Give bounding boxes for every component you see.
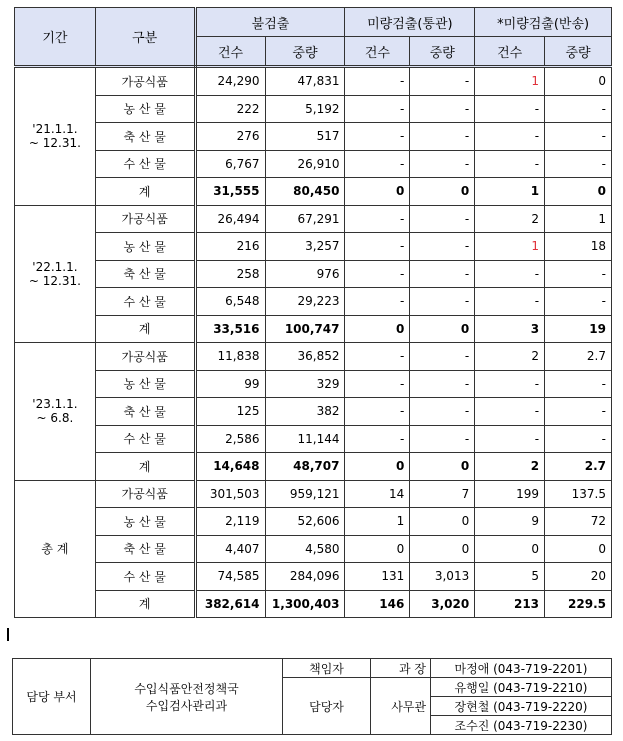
value-cell: 0 bbox=[410, 453, 475, 481]
value-cell: 199 bbox=[475, 480, 545, 508]
dept-label: 담당 부서 bbox=[13, 659, 91, 735]
value-cell: 20 bbox=[545, 563, 612, 591]
value-cell: - bbox=[410, 233, 475, 261]
value-cell: 1,300,403 bbox=[265, 590, 345, 618]
value-cell: 72 bbox=[545, 508, 612, 536]
value-cell: - bbox=[345, 398, 410, 426]
table-row bbox=[15, 590, 612, 618]
table-row bbox=[15, 288, 612, 316]
value-cell: 976 bbox=[265, 260, 345, 288]
value-cell: 0 bbox=[345, 178, 410, 206]
value-cell: - bbox=[475, 150, 545, 178]
category-cell: 수 산 물 bbox=[95, 425, 195, 453]
value-cell: 47,831 bbox=[265, 67, 345, 96]
value-cell: - bbox=[545, 425, 612, 453]
value-cell: - bbox=[410, 288, 475, 316]
value-cell: 26,494 bbox=[195, 205, 265, 233]
category-cell: 계 bbox=[95, 315, 195, 343]
value-cell: 0 bbox=[410, 315, 475, 343]
dept-name: 수입식품안전정책국 수입검사관리과 bbox=[91, 659, 283, 735]
value-cell: 1 bbox=[345, 508, 410, 536]
value-cell: - bbox=[475, 398, 545, 426]
value-cell: - bbox=[410, 425, 475, 453]
table-row bbox=[15, 233, 612, 261]
value-cell: 6,767 bbox=[195, 150, 265, 178]
value-cell: 213 bbox=[475, 590, 545, 618]
value-cell: - bbox=[475, 370, 545, 398]
category-cell: 농 산 물 bbox=[95, 233, 195, 261]
category-cell: 수 산 물 bbox=[95, 288, 195, 316]
chief-title: 과 장 bbox=[371, 659, 431, 678]
value-cell: 0 bbox=[345, 535, 410, 563]
value-cell: - bbox=[475, 425, 545, 453]
value-cell: - bbox=[475, 95, 545, 123]
chief-contact: 마정애 (043-719-2201) bbox=[431, 659, 612, 678]
value-cell: 67,291 bbox=[265, 205, 345, 233]
staff-contact: 조수진 (043-719-2230) bbox=[431, 716, 612, 735]
value-cell: 0 bbox=[410, 178, 475, 206]
period-cell: '21.1.1. ~ 12.31. bbox=[15, 67, 96, 206]
table-row bbox=[15, 453, 612, 481]
value-cell: 0 bbox=[545, 67, 612, 96]
value-cell: - bbox=[345, 150, 410, 178]
value-cell: 3,020 bbox=[410, 590, 475, 618]
value-cell: 11,144 bbox=[265, 425, 345, 453]
table-row bbox=[15, 150, 612, 178]
value-cell: 0 bbox=[345, 453, 410, 481]
header-count: 건수 bbox=[195, 37, 265, 67]
value-cell: 1 bbox=[545, 205, 612, 233]
table-row bbox=[15, 535, 612, 563]
table-row bbox=[15, 123, 612, 151]
value-cell: 2 bbox=[475, 453, 545, 481]
table-row bbox=[15, 398, 612, 426]
category-cell: 계 bbox=[95, 453, 195, 481]
value-cell: - bbox=[475, 260, 545, 288]
value-cell: - bbox=[410, 150, 475, 178]
category-cell: 수 산 물 bbox=[95, 150, 195, 178]
category-cell: 축 산 물 bbox=[95, 535, 195, 563]
value-cell: 1 bbox=[475, 67, 545, 96]
value-cell: 52,606 bbox=[265, 508, 345, 536]
value-cell: - bbox=[345, 205, 410, 233]
value-cell: - bbox=[545, 150, 612, 178]
value-cell: 5 bbox=[475, 563, 545, 591]
category-cell: 가공식품 bbox=[95, 343, 195, 371]
value-cell: 276 bbox=[195, 123, 265, 151]
value-cell: 74,585 bbox=[195, 563, 265, 591]
value-cell: 2,586 bbox=[195, 425, 265, 453]
category-cell: 축 산 물 bbox=[95, 398, 195, 426]
value-cell: - bbox=[345, 260, 410, 288]
table-row bbox=[15, 260, 612, 288]
inspection-results-table bbox=[14, 7, 612, 618]
value-cell: 36,852 bbox=[265, 343, 345, 371]
value-cell: 18 bbox=[545, 233, 612, 261]
value-cell: 80,450 bbox=[265, 178, 345, 206]
category-cell: 축 산 물 bbox=[95, 123, 195, 151]
category-cell: 가공식품 bbox=[95, 205, 195, 233]
value-cell: 3 bbox=[475, 315, 545, 343]
header-trace-return: *미량검출(반송) bbox=[475, 8, 612, 37]
value-cell: 100,747 bbox=[265, 315, 345, 343]
value-cell: 146 bbox=[345, 590, 410, 618]
value-cell: 29,223 bbox=[265, 288, 345, 316]
value-cell: - bbox=[345, 370, 410, 398]
value-cell: 3,257 bbox=[265, 233, 345, 261]
header-count: 건수 bbox=[345, 37, 410, 67]
staff-label: 담당자 bbox=[283, 678, 371, 735]
table-row bbox=[15, 315, 612, 343]
value-cell: 284,096 bbox=[265, 563, 345, 591]
value-cell: - bbox=[410, 370, 475, 398]
value-cell: 0 bbox=[545, 178, 612, 206]
value-cell: 0 bbox=[475, 535, 545, 563]
category-cell: 농 산 물 bbox=[95, 508, 195, 536]
table-row bbox=[15, 178, 612, 206]
value-cell: 216 bbox=[195, 233, 265, 261]
value-cell: - bbox=[545, 260, 612, 288]
header-trace-pass: 미량검출(통관) bbox=[345, 8, 475, 37]
value-cell: 2 bbox=[475, 205, 545, 233]
value-cell: 222 bbox=[195, 95, 265, 123]
value-cell: 33,516 bbox=[195, 315, 265, 343]
value-cell: 2 bbox=[475, 343, 545, 371]
contact-table bbox=[12, 658, 612, 735]
table-row bbox=[15, 343, 612, 371]
value-cell: 301,503 bbox=[195, 480, 265, 508]
header-category: 구분 bbox=[95, 8, 195, 67]
value-cell: - bbox=[345, 343, 410, 371]
value-cell: 3,013 bbox=[410, 563, 475, 591]
value-cell: - bbox=[545, 123, 612, 151]
value-cell: 7 bbox=[410, 480, 475, 508]
value-cell: - bbox=[545, 370, 612, 398]
value-cell: 959,121 bbox=[265, 480, 345, 508]
category-cell: 가공식품 bbox=[95, 67, 195, 96]
table-row bbox=[15, 205, 612, 233]
responsible-label: 책임자 bbox=[283, 659, 371, 678]
category-cell: 축 산 물 bbox=[95, 260, 195, 288]
value-cell: 26,910 bbox=[265, 150, 345, 178]
table-row bbox=[15, 425, 612, 453]
header-count: 건수 bbox=[475, 37, 545, 67]
category-cell: 계 bbox=[95, 590, 195, 618]
value-cell: 24,290 bbox=[195, 67, 265, 96]
value-cell: 0 bbox=[410, 508, 475, 536]
value-cell: - bbox=[545, 398, 612, 426]
value-cell: - bbox=[545, 95, 612, 123]
staff-contact: 유행일 (043-719-2210) bbox=[431, 678, 612, 697]
value-cell: 137.5 bbox=[545, 480, 612, 508]
category-cell: 농 산 물 bbox=[95, 370, 195, 398]
value-cell: 2,119 bbox=[195, 508, 265, 536]
period-cell: '23.1.1. ~ 6.8. bbox=[15, 343, 96, 481]
value-cell: 14 bbox=[345, 480, 410, 508]
value-cell: 0 bbox=[410, 535, 475, 563]
value-cell: 4,407 bbox=[195, 535, 265, 563]
value-cell: 2.7 bbox=[545, 343, 612, 371]
category-cell: 계 bbox=[95, 178, 195, 206]
value-cell: 258 bbox=[195, 260, 265, 288]
value-cell: - bbox=[410, 95, 475, 123]
value-cell: 131 bbox=[345, 563, 410, 591]
officer-title: 사무관 bbox=[371, 678, 431, 735]
category-cell: 가공식품 bbox=[95, 480, 195, 508]
value-cell: 6,548 bbox=[195, 288, 265, 316]
value-cell: - bbox=[410, 260, 475, 288]
value-cell: 4,580 bbox=[265, 535, 345, 563]
header-weight: 중량 bbox=[265, 37, 345, 67]
value-cell: - bbox=[345, 425, 410, 453]
value-cell: 382,614 bbox=[195, 590, 265, 618]
value-cell: - bbox=[345, 67, 410, 96]
header-weight: 중량 bbox=[545, 37, 612, 67]
category-cell: 농 산 물 bbox=[95, 95, 195, 123]
category-cell: 수 산 물 bbox=[95, 563, 195, 591]
period-cell: 총 계 bbox=[15, 480, 96, 618]
table-row bbox=[15, 563, 612, 591]
value-cell: - bbox=[345, 123, 410, 151]
value-cell: - bbox=[410, 343, 475, 371]
value-cell: 517 bbox=[265, 123, 345, 151]
header-fail: 불검출 bbox=[195, 8, 345, 37]
value-cell: 11,838 bbox=[195, 343, 265, 371]
value-cell: 0 bbox=[345, 315, 410, 343]
header-period: 기간 bbox=[15, 8, 96, 67]
value-cell: 19 bbox=[545, 315, 612, 343]
value-cell: - bbox=[410, 205, 475, 233]
table-row bbox=[15, 95, 612, 123]
value-cell: - bbox=[345, 95, 410, 123]
text-cursor bbox=[7, 628, 9, 641]
value-cell: 2.7 bbox=[545, 453, 612, 481]
value-cell: - bbox=[345, 233, 410, 261]
table-row bbox=[15, 370, 612, 398]
value-cell: 229.5 bbox=[545, 590, 612, 618]
value-cell: - bbox=[475, 123, 545, 151]
value-cell: - bbox=[410, 398, 475, 426]
value-cell: 382 bbox=[265, 398, 345, 426]
value-cell: 31,555 bbox=[195, 178, 265, 206]
table-row bbox=[15, 508, 612, 536]
table-row bbox=[15, 480, 612, 508]
value-cell: 99 bbox=[195, 370, 265, 398]
header-weight: 중량 bbox=[410, 37, 475, 67]
value-cell: - bbox=[345, 288, 410, 316]
value-cell: - bbox=[410, 67, 475, 96]
value-cell: - bbox=[475, 288, 545, 316]
period-cell: '22.1.1. ~ 12.31. bbox=[15, 205, 96, 343]
value-cell: 1 bbox=[475, 233, 545, 261]
value-cell: - bbox=[410, 123, 475, 151]
value-cell: 9 bbox=[475, 508, 545, 536]
value-cell: 14,648 bbox=[195, 453, 265, 481]
staff-contact: 장현철 (043-719-2220) bbox=[431, 697, 612, 716]
value-cell: 5,192 bbox=[265, 95, 345, 123]
value-cell: 1 bbox=[475, 178, 545, 206]
table-row bbox=[15, 67, 612, 96]
value-cell: 125 bbox=[195, 398, 265, 426]
value-cell: 48,707 bbox=[265, 453, 345, 481]
value-cell: 329 bbox=[265, 370, 345, 398]
value-cell: 0 bbox=[545, 535, 612, 563]
value-cell: - bbox=[545, 288, 612, 316]
